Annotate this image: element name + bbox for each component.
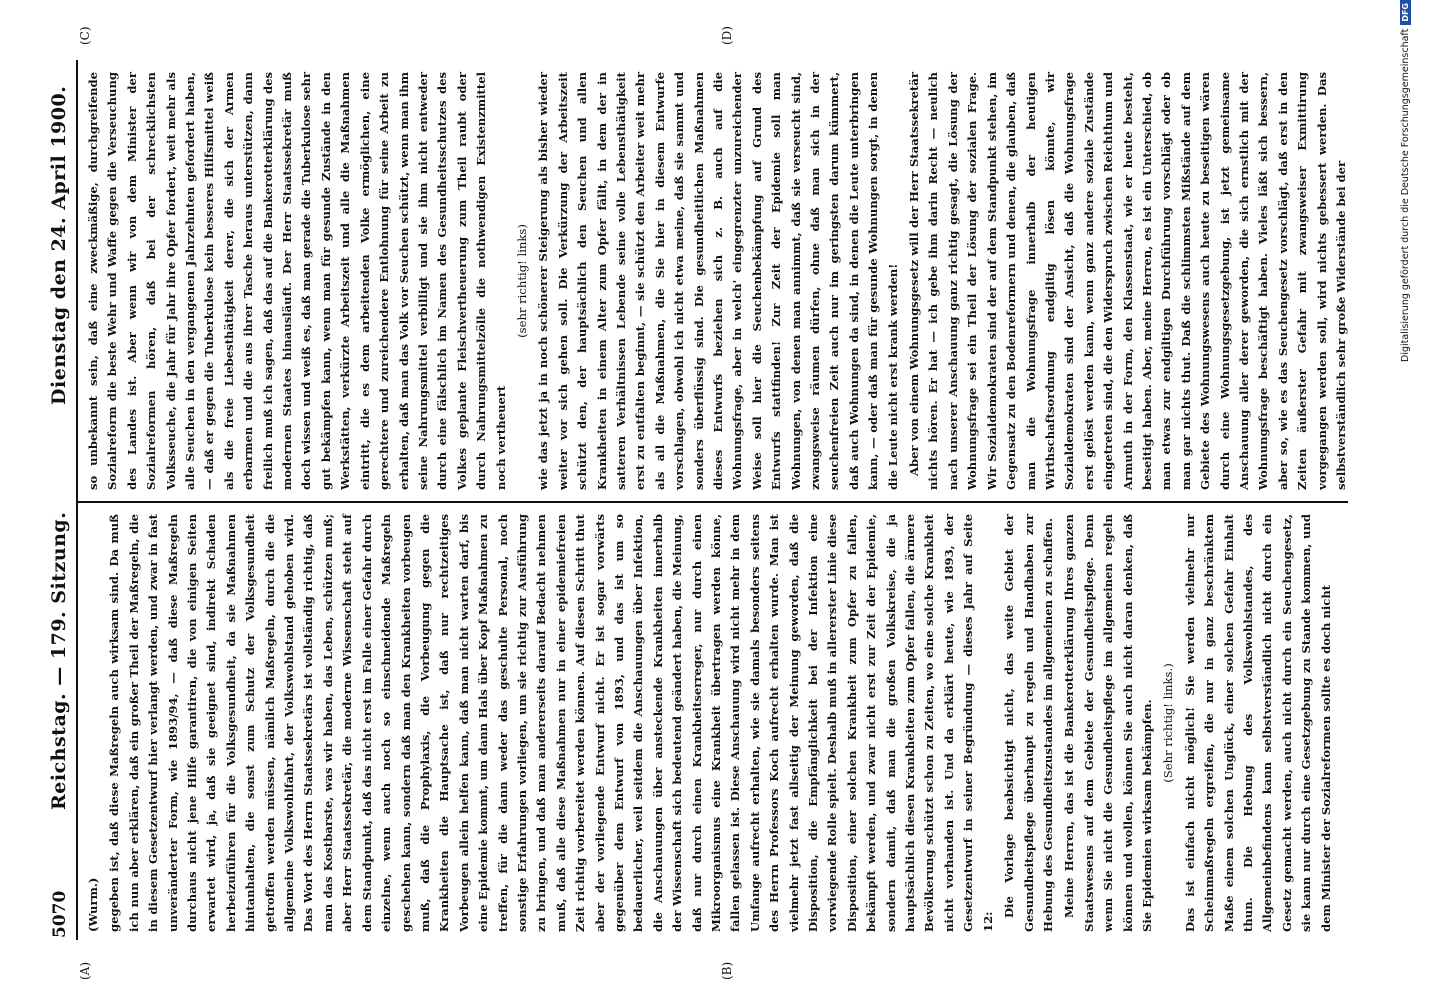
paragraph: wie das jetzt ja in noch schönerer Steigerung als bisher wieder weiter vor sich gehen soll. Die Verkürzung der Arbeitszeit schützt den, der hauptsächlich den Seuchen und allen Krankheiten in einem Alter zum Opfer fällt, in dem der in satteren Verhältnissen Lebende seine volle Lebensthätigkeit erst zu entfalten beginnt, — sie schützt den Arbeiter weit mehr als all die Maßnahmen, die Sie hier in diesem Entwurfe vorschlagen, obwohl ich nicht etwa meine, daß sie sammt und sonders überflüssig sind. Die gesundheitlichen Maßnahmen dieses Entwurfs beziehen sich z. B. auch auf die Wohnungsfrage, aber in welch' eingegrenzter unzureichender Weise soll hier die Seuchenbekämpfung auf Grund des Entwurfs stattfinden! Zur Zeit der Epidemie soll man Wohnungen, von denen man annimmt, daß sie verseucht sind, zwangsweise räumen dürfen, ohne daß man sich in der seuchenfreien Zeit auch nur im geringsten darum kümmert, daß auch Wohnungen da sind, in denen die Leute unterbringen kann, — oder daß man für gesunde Wohnungen sorgt, in denen die Leute nicht erst krank werden! [536, 72, 900, 490]
paragraph: Aber von einem Wohnungsgesetz will der Herr Staatssekretär nichts hören. Er hat — ich gebe ihm darin Recht — neulich nach unserer Anschauung ganz richtig gesagt, die Lösung der Wohnungsfrage sei ein Theil der Lösung der sozialen Frage. Wir Sozialdemokraten sind der auf dem Standpunkt stehen, im Gegensatz zu den Bodenreformern und denen, die glauben, daß man die Wohnungsfrage innerhalb der heutigen Wirthschaftsordnung endgiltig lösen könnte, wir Sozialdemokraten sind der Ansicht, daß die Wohnungsfrage erst gelöst werden kann, wenn ganz andere soziale Zustände eingetreten sind, die den Widerspruch zwischen Reichthum und Armuth in der Form, den Klassenstaat, wie er heute besteht, beseitigt haben. Aber, meine Herren, es ist ein Unterschied, ob man etwas zur endgiltigen Durchführung vorschlägt oder ob man gar nichts thut. Daß die schlimmsten Mißstände auf dem Gebiete des Wohnungswesens auch heute zu beseitigen wären durch eine Wohnungsgesetzgebung, ist jetzt gemeinsame Anschauung aller derer geworden, die sich ernstlich mit der Wohnungsfrage beschäftigt haben. Vieles läßt sich bessern, aber so, wie es das Seuchengesetz vorschlägt, daß erst in den Zeiten äußerster Gefahr mit zwangsweiser Exmittirung vorgegangen werden soll, wird nichts gebessert werden. Das selbstverständlich sehr große Widerstände bei der [907, 72, 1348, 490]
digitization-credit [1400, 0, 1411, 1000]
right-text-column [84, 72, 1346, 490]
credit-text: Digitalisierung gefördert durch die Deutsche Forschungsgemeinschaft [1400, 28, 1411, 362]
column-divider [78, 501, 1348, 503]
page-number: 5070 [50, 890, 70, 938]
paragraph: Meine Herren, das ist die Bankerotterklärung Ihres ganzen Staatswesens auf dem Gebiete der Gesundheitspflege. Denn wenn Sie nicht die Gesundheitspflege im allgemeinen regeln können und wollen, können Sie auch nicht daran denken, daß Sie Epidemien wirksam bekämpfen. [1062, 514, 1154, 932]
margin-mark-d: (D) [720, 26, 734, 45]
page-header [46, 40, 76, 960]
paragraph: Das ist einfach nicht möglich! Sie werden vielmehr nur Scheinmaßregeln ergreifen, die nur in ganz beschränktem Maße einem solchen Unglück, einer solchen Gefahr Einhalt thun. Die Hebung des Volkswohlstandes, des Allgemeinbefindens kann selbstverständlich nicht durch ein Gesetz gemacht werden, auch nicht durch ein Seuchengesetz, sie kann nur durch eine Gesetzgebung zu Stande kommen, und dem Minister der Sozialreformen sollte es doch nicht [1182, 514, 1333, 932]
paragraph: gegeben ist, daß diese Maßregeln auch wirksam sind. Da muß ich nun aber erklären, daß ein großer Theil der Maßregeln, die in diesem Gesetzentwurf hier verlangt werden, und zwar in fast unveränderter Form, wie 1893/94, — daß diese Maßregeln durchaus nicht jene Hilfe garantiren, die von einigen Seiten erwartet wird, ja, daß sie geeignet sind, indirekt Schaden herbeizuführen für die Volksgesundheit, da sie Maßnahmen hintanhalten, die sonst zum Schutz der Volksgesundheit getroffen werden müssen, nämlich Maßregeln, durch die die allgemeine Volkswohlfahrt, der Volkswohlstand gehoben wird. Das Wort des Herrn Staatssekretärs ist vollständig richtig, daß man das Kostbarste, was wir haben, das Leben, schützen muß; aber Herr Staatssekretär, die moderne Wissenschaft steht auf dem Standpunkt, daß das nicht erst im Falle einer Gefahr durch einzelne, wenn auch noch so einschneidende Maßregeln geschehen kann, sondern daß man den Krankheiten vorbeugen muß, daß die Prophylaxis, die Vorbeugung gegen die Krankheiten die Hauptsache ist, daß nur rechtzeitiges Vorbeugen allein helfen kann, daß man nicht warten darf, bis eine Epidemie kommt, um dann Hals über Kopf Maßnahmen zu treffen, für die dann weder das geschulte Personal, noch sonstige Erfahrungen vorliegen, um sie richtig zur Ausführung zu bringen, und daß man andererseits darauf Bedacht nehmen muß, daß alle diese Maßnahmen nur in einer epidemiefreien Zeit richtig vorbereitet werden können. Auf diesen Schritt thut aber der vorliegende Entwurf nicht. Er ist sogar vorwärts gegenüber dem Entwurf von 1893, und das ist um so bedauerlicher, weil seitdem die Anschauungen über Infektion, die Anschauungen über ansteckende Krankheiten innerhalb der Wissenschaft sich bedeutend geändert haben, die Meinung, daß nur durch einen Krankheitserreger, nur durch einen Mikroorganismus eine Krankheit übertragen werden könne, fallen gelassen ist. Diese Anschauung wird nicht mehr in dem Umfange aufrecht erhalten, wie sie damals besonders seitens des Herrn Professors Koch aufrecht erhalten wurde. Man ist vielmehr jetzt fast allseitig der Meinung geworden, daß die Disposition, die Empfänglichkeit bei der Infektion eine vorwiegende Rolle spielt. Deshalb muß in allererster Linie diese Disposition, einer solchen Krankheit zum Opfer zu fallen, bekämpft werden, und zwar nicht erst zur Zeit der Epidemie, sondern damit, daß man die großen Volkskreise, die ja hauptsächlich diesen Krankheiten zum Opfer fallen, die ärmere Bevölkerung schützt schon zu Zeiten, wo eine solche Krankheit nicht vorhanden ist. Und da erklärt heute, wie 1893, der Gesetzentwurf in seiner Begründung — dieses Jahr auf Seite 12: [107, 513, 995, 932]
left-text-column [84, 514, 1346, 932]
margin-mark-b: (B) [720, 961, 734, 980]
paragraph: so unbekannt sein, daß eine zweckmäßige, durchgreifende Sozialreform die beste Wehr und Waffe gegen die Verseuchung des Landes ist. Aber wenn wir von dem Minister der Sozialreformen hören, daß bei der schrecklichsten Volksseuche, die Jahr für Jahr ihre Opfer fordert, weit mehr als alle Seuchen in den vergangenen Jahrzehnten gefordert haben, — daß er gegen die Tuberkulose kein besseres Hilfsmittel weiß als die freie Liebesthätigkeit derer, die sich der Armen erbarmen und die aus ihrer Tasche heraus unterstützen, dann freilich muß ich sagen, daß das auf die Bankerotterklärung des modernen Staates hinausläuft. Der Herr Staatssekretär muß doch wissen und weiß es, daß man gerade die Tuberkulose sehr gut bekämpfen kann, wenn man für gesunde Zustände in den Werkstätten, verkürzte Arbeitszeit und alle die Maßnahmen eintritt, die es dem arbeitenden Volke ermöglichen, eine gerechtere und zureichendere Entlohnung für seine Arbeit zu erhalten, daß man das Volk vor Seuchen schützt, wenn man ihm seine Nahrungsmittel verbilligt und sie ihm nicht entweder durch eine fälschlich im Namen des Gesundheitsschutzes des Volkes geplante Fleischvertheuerung zum Theil raubt oder durch Nahrungsmittelzölle die nothwendigen Existenzmittel noch vertheuert [86, 72, 508, 490]
paragraph: (sehr richtig! links) [514, 224, 529, 338]
margin-mark-c: (C) [78, 26, 92, 45]
session-date: Dienstag den 24. April 1900. [48, 85, 70, 405]
paragraph: (Sehr richtig! links.) [1161, 663, 1176, 783]
paragraph: (Wurm.) [86, 877, 100, 932]
margin-mark-a: (A) [78, 961, 92, 980]
dfg-logo: DFG [1400, 0, 1411, 25]
paragraph: Die Vorlage beabsichtigt nicht, das weite Gebiet der Gesundheitspflege überhaupt zu regeln und Handhaben zur Hebung des Gesundheitszustandes im allgemeinen zu schaffen. [1002, 514, 1055, 932]
header-rule [76, 60, 78, 940]
session-title: Reichstag. — 179. Sitzung. [48, 511, 70, 810]
